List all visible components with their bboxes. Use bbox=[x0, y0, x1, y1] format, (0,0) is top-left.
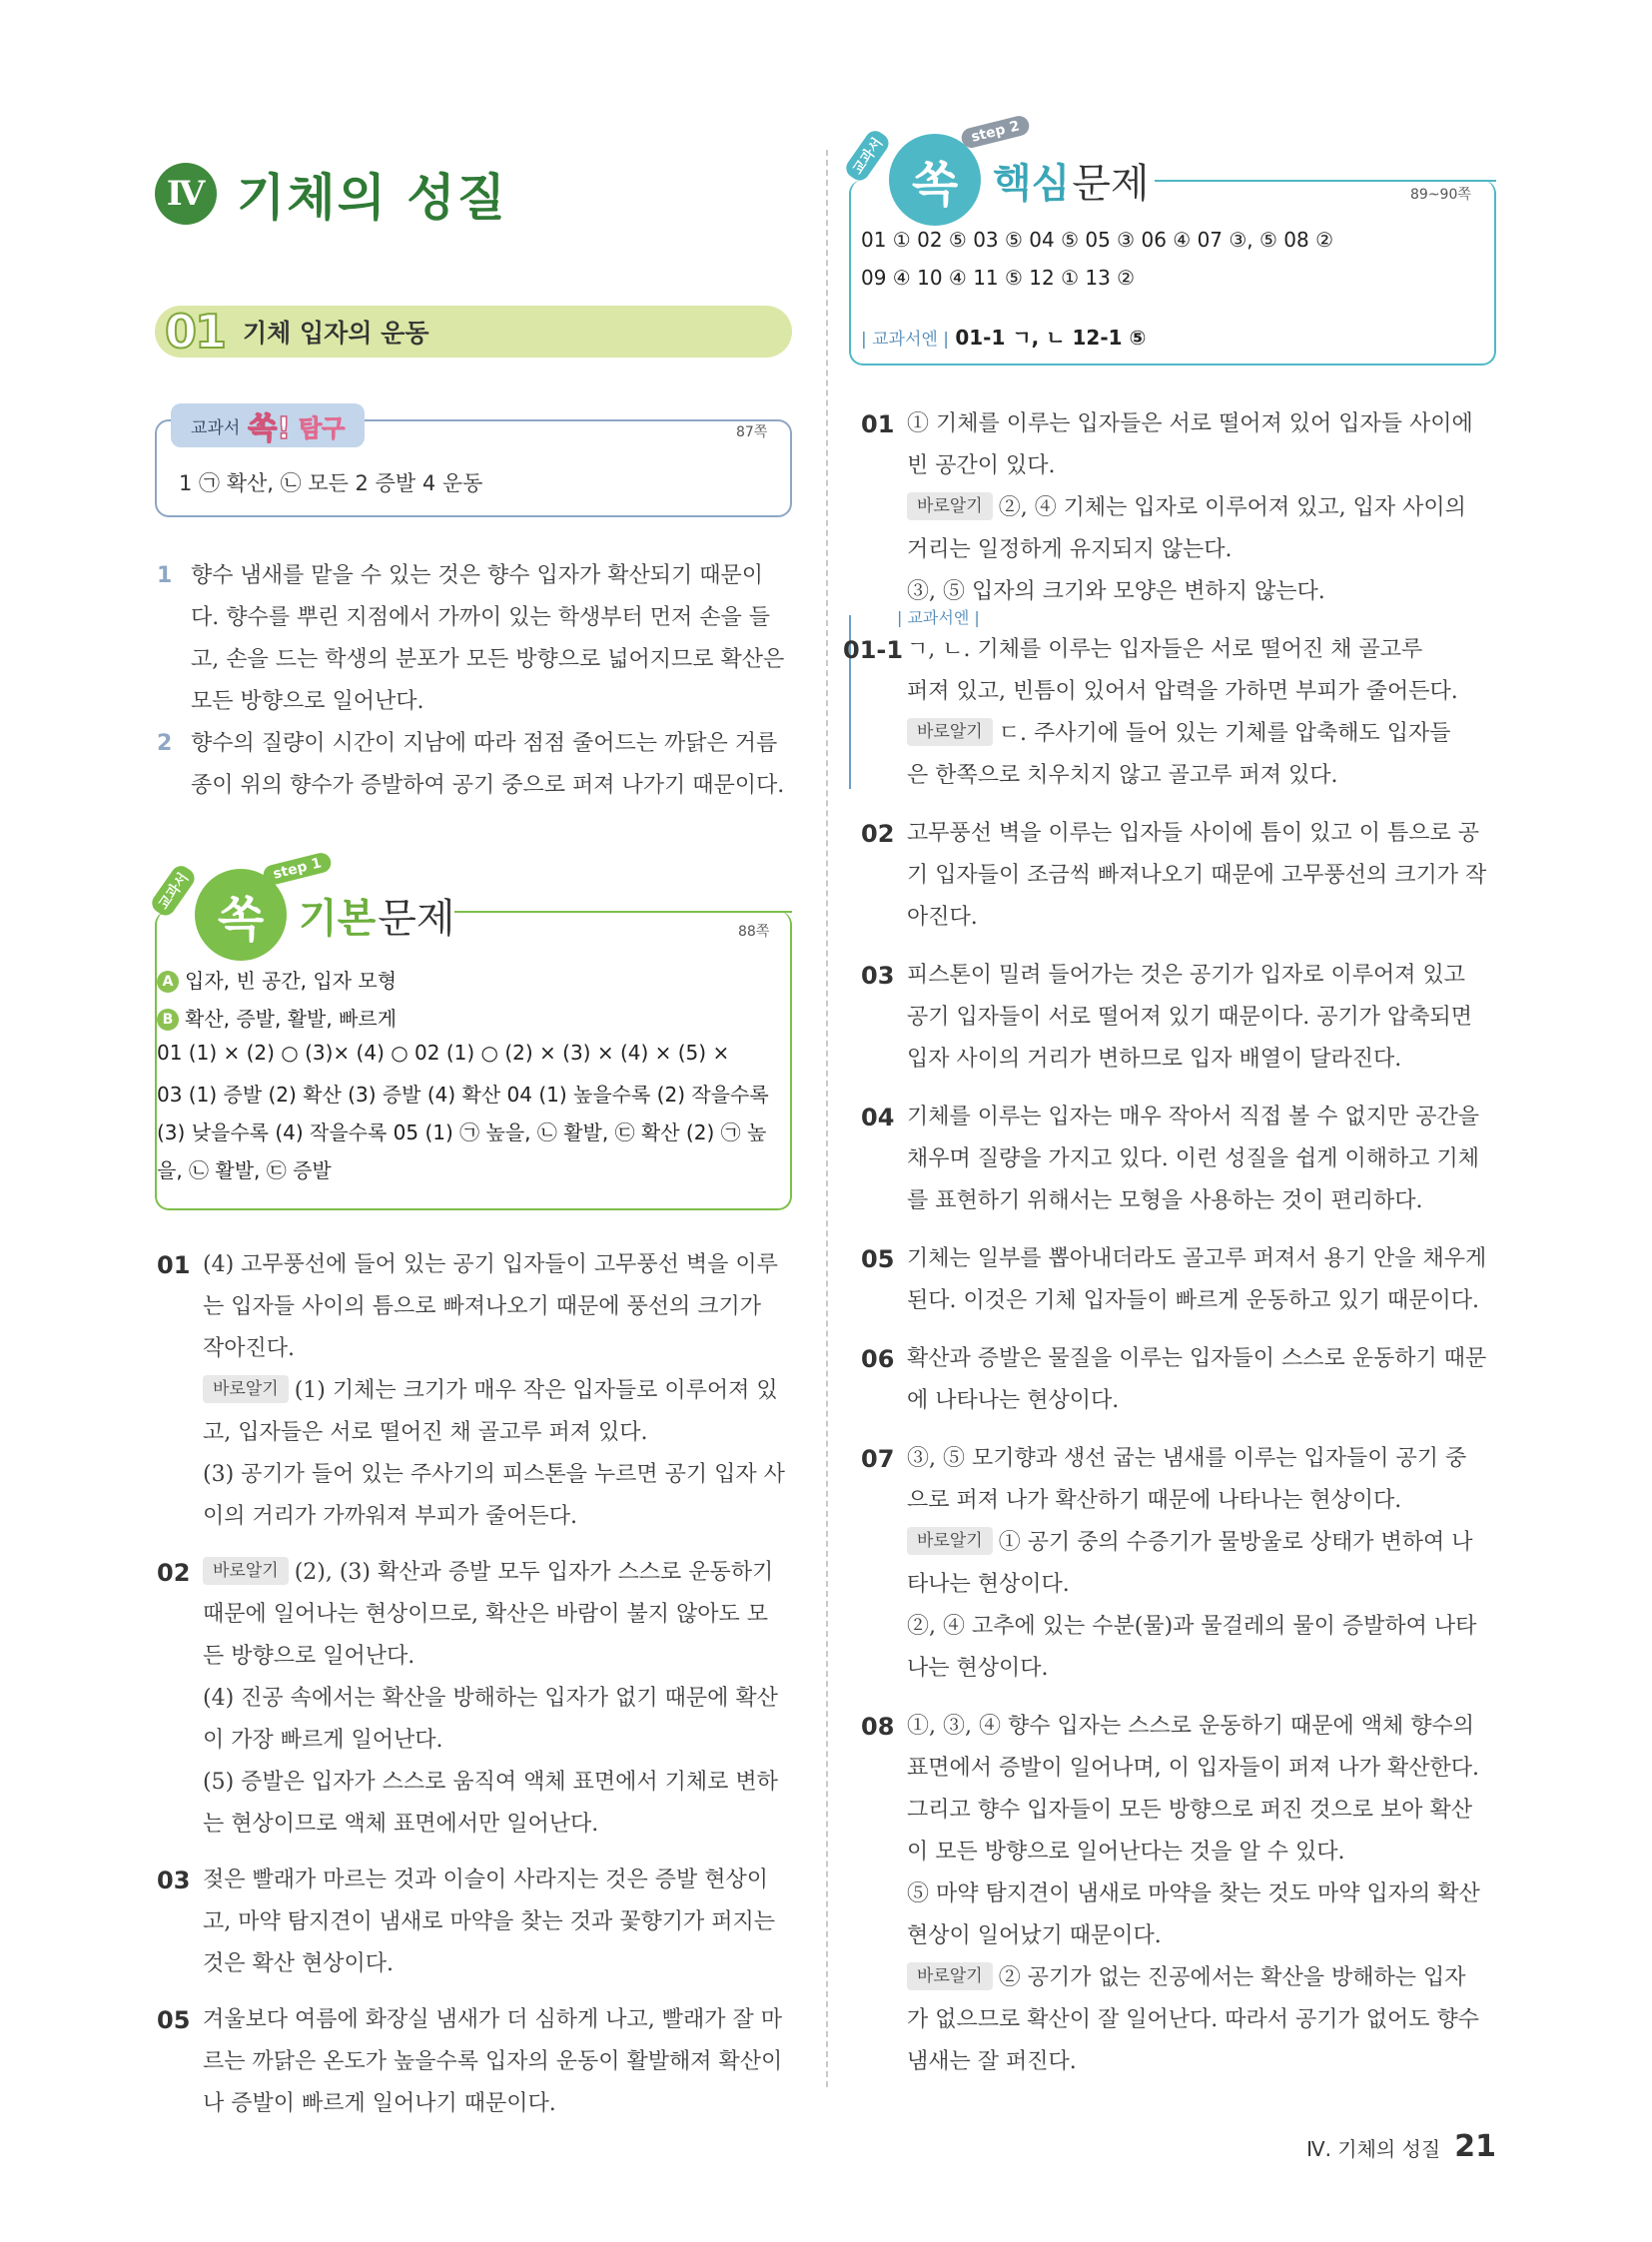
question-line bbox=[203, 2041, 794, 2083]
question-07 bbox=[861, 1438, 1498, 1522]
question-line-text: 고무풍선 벽을 이루는 입자들 사이에 틈이 있고 이 틈으로 공 bbox=[907, 821, 1479, 846]
correction-tag: 바로알기 bbox=[907, 718, 993, 746]
question-line bbox=[907, 1790, 1498, 1832]
question-line-text: 아진다. bbox=[907, 905, 978, 930]
step1-answer-text: (3) 낮을수록 (4) 작을수록 05 (1) ㉠ 높을, ㉡ 활발, ㉢ 확산 (2) ㉠ 높 bbox=[157, 1121, 767, 1144]
step2-textbook-answers: 01-1 ㄱ, ㄴ 12-1 ⑤ bbox=[955, 326, 1147, 350]
question-03 bbox=[157, 1860, 794, 1985]
question-line bbox=[203, 1286, 794, 1328]
question-line-text: 퍼져 있고, 빈틈이 있어서 압력을 가하면 부피가 줄어든다. bbox=[907, 679, 1458, 704]
question-line-text: 피스톤이 밀려 들어가는 것은 공기가 입자로 이루어져 있고 bbox=[907, 963, 1466, 988]
chapter-title: 기체의 성질 bbox=[237, 169, 507, 227]
question-line-text: ② 공기가 없는 진공에서는 확산을 방해하는 입자 bbox=[998, 1965, 1466, 1990]
question-number: 01 bbox=[861, 410, 895, 438]
step1-title-main: 기본 bbox=[299, 895, 377, 942]
explore-title: 탐구 bbox=[298, 413, 346, 442]
question-line-text: (5) 증발은 입자가 스스로 움직여 액체 표면에서 기체로 변하 bbox=[203, 1770, 778, 1795]
question-line bbox=[907, 1915, 1498, 1957]
question-line bbox=[203, 1678, 794, 1720]
question-line-text: ①, ③, ④ 향수 입자는 스스로 운동하기 때문에 액체 향수의 bbox=[907, 1714, 1474, 1739]
question-number: 02 bbox=[861, 820, 895, 848]
step1-answer-line bbox=[157, 1154, 332, 1183]
question-line bbox=[203, 1999, 794, 2041]
question-line-text: 현상이 일어났기 때문이다. bbox=[907, 1923, 1162, 1948]
correction-tag: 바로알기 bbox=[203, 1375, 289, 1403]
question-01-1 bbox=[843, 629, 1498, 713]
question-number: 07 bbox=[861, 1445, 895, 1473]
question-line-text: ㄷ. 주사기에 들어 있는 기체를 압축해도 입자들 bbox=[998, 721, 1451, 746]
question-line-text: 기 입자들이 조금씩 빠져나오기 때문에 고무풍선의 크기가 작 bbox=[907, 863, 1487, 888]
question-number: 03 bbox=[861, 962, 895, 990]
question-line-text: 는 입자들 사이의 틈으로 빠져나오기 때문에 풍선의 크기가 bbox=[203, 1294, 762, 1319]
question-line-text: 채우며 질량을 가지고 있다. 이런 성질을 쉽게 이해하고 기체 bbox=[907, 1146, 1479, 1171]
question-number: 01 bbox=[157, 1251, 191, 1279]
question-line bbox=[907, 629, 1498, 671]
question-line bbox=[907, 755, 1498, 797]
question-line bbox=[203, 1552, 794, 1594]
question-line bbox=[907, 1648, 1498, 1690]
question-line bbox=[907, 1238, 1498, 1280]
question-05 bbox=[861, 1238, 1498, 1322]
question-01 bbox=[157, 1244, 794, 1370]
question-line-text: 입자 사이의 거리가 변하므로 입자 배열이 달라진다. bbox=[907, 1047, 1402, 1072]
question-line bbox=[203, 1594, 794, 1636]
page-number: 21 bbox=[1454, 2129, 1496, 2164]
question-line-text: 때문에 일어나는 현상이므로, 확산은 바람이 불지 않아도 모 bbox=[203, 1602, 768, 1627]
question-line-text: 를 표현하기 위해서는 모형을 사용하는 것이 편리하다. bbox=[907, 1188, 1423, 1213]
question-line-text: 타나는 현상이다. bbox=[907, 1572, 1070, 1597]
question-line bbox=[907, 1999, 1498, 2041]
question-01 bbox=[861, 403, 1498, 487]
step1-page-ref: 88쪽 bbox=[738, 924, 770, 940]
question-line bbox=[907, 1380, 1498, 1422]
chapter-heading bbox=[155, 158, 507, 230]
step1-title-sub: 문제 bbox=[378, 895, 455, 942]
step2-textbook-label: | 교과서엔 | bbox=[861, 330, 949, 350]
question-line-text: 고, 마약 탐지견이 냄새로 마약을 찾는 것과 꽃향기가 퍼지는 bbox=[203, 1909, 775, 1934]
question-line bbox=[907, 1873, 1498, 1915]
question-number: 05 bbox=[861, 1245, 895, 1273]
question-line-text: 이의 거리가 가까워져 부피가 줄어든다. bbox=[203, 1504, 577, 1529]
question-line bbox=[907, 1957, 1498, 1999]
question-number: 05 bbox=[157, 2006, 191, 2034]
step1-answer-text: 01 (1) × (2) ○ (3)× (4) ○ 02 (1) ○ (2) × (3) × (4) × (5) × bbox=[157, 1041, 730, 1065]
question-line-text: 것은 확산 현상이다. bbox=[203, 1951, 394, 1976]
question-line bbox=[907, 713, 1498, 755]
correction-tag: 바로알기 bbox=[907, 1962, 993, 1990]
explore-tab bbox=[171, 403, 365, 447]
question-number: 03 bbox=[157, 1867, 191, 1894]
step1-answer-text: 입자, 빈 공간, 입자 모형 bbox=[185, 969, 398, 993]
step2-textbook-tag: 교과서 bbox=[842, 128, 892, 185]
question-line bbox=[907, 897, 1498, 939]
question-note bbox=[203, 1370, 794, 1538]
question-line-text: 냄새는 잘 퍼진다. bbox=[907, 2049, 1077, 2074]
question-number: 04 bbox=[861, 1104, 895, 1131]
question-line-text: ① 공기 중의 수증기가 물방울로 상태가 변하여 나 bbox=[998, 1530, 1473, 1555]
step1-answer-line bbox=[157, 1003, 397, 1032]
question-line bbox=[203, 1943, 794, 1985]
step1-rule bbox=[454, 911, 792, 913]
section-banner bbox=[155, 306, 792, 358]
explanation-line: 고, 손을 드는 학생의 분포가 모든 방향으로 넓어지므로 확산은 bbox=[191, 647, 785, 672]
question-line-text: ③, ⑤ 입자의 크기와 모양은 변하지 않는다. bbox=[907, 579, 1325, 604]
column-divider bbox=[826, 150, 828, 2087]
question-line bbox=[203, 1636, 794, 1678]
question-line-text: ②, ④ 고추에 있는 수분(물)과 물걸레의 물이 증발하여 나타 bbox=[907, 1614, 1477, 1639]
explore-page-ref: 87쪽 bbox=[736, 424, 768, 440]
question-line-text: ㄱ, ㄴ. 기체를 이루는 입자들은 서로 떨어진 채 골고루 bbox=[907, 637, 1423, 662]
question-06 bbox=[861, 1338, 1498, 1422]
section-title: 기체 입자의 운동 bbox=[243, 319, 429, 348]
question-note bbox=[907, 487, 1498, 613]
question-line bbox=[203, 1804, 794, 1846]
question-line bbox=[907, 1522, 1498, 1564]
chapter-number-badge: Ⅳ bbox=[155, 163, 217, 225]
step1-heading bbox=[195, 869, 455, 961]
explanation-line: 모든 방향으로 일어난다. bbox=[191, 689, 424, 714]
question-line-text: 은 한쪽으로 치우치지 않고 골고루 퍼져 있다. bbox=[907, 763, 1338, 788]
question-line bbox=[203, 1860, 794, 1901]
footer-chapter: Ⅳ. 기체의 성질 bbox=[1306, 2137, 1441, 2161]
question-line bbox=[203, 1496, 794, 1538]
correction-tag: 바로알기 bbox=[203, 1557, 289, 1585]
question-line bbox=[907, 403, 1498, 445]
question-line bbox=[907, 1606, 1498, 1648]
step1-answer-line bbox=[157, 965, 397, 994]
question-line-text: ②, ④ 기체는 입자로 이루어져 있고, 입자 사이의 bbox=[998, 495, 1466, 520]
question-line-text: (4) 고무풍선에 들어 있는 공기 입자들이 고무풍선 벽을 이루 bbox=[203, 1252, 778, 1277]
question-note bbox=[907, 713, 1498, 797]
question-number: 08 bbox=[861, 1713, 895, 1741]
step1-answer-badge: A bbox=[157, 971, 179, 993]
question-line-text: 는 현상이므로 액체 표면에서만 일어난다. bbox=[203, 1812, 599, 1837]
question-line-text: 공기 입자들이 서로 떨어져 있기 때문이다. 공기가 압축되면 bbox=[907, 1005, 1472, 1030]
question-line bbox=[907, 1832, 1498, 1873]
question-line bbox=[907, 529, 1498, 571]
question-note bbox=[907, 1522, 1498, 1690]
explanation-number: 1 bbox=[157, 563, 173, 588]
question-line-text: 젖은 빨래가 마르는 것과 이슬이 사라지는 것은 증발 현상이 bbox=[203, 1868, 768, 1892]
question-number: 02 bbox=[157, 1559, 191, 1587]
question-line-text: 빈 공간이 있다. bbox=[907, 453, 1056, 478]
explanation-number: 2 bbox=[157, 731, 173, 756]
question-line-text: 거리는 일정하게 유지되지 않는다. bbox=[907, 537, 1233, 562]
question-line-text: 기체는 일부를 뽑아내더라도 골고루 퍼져서 용기 안을 채우게 bbox=[907, 1246, 1487, 1271]
step1-answer-text: 03 (1) 증발 (2) 확산 (3) 증발 (4) 확산 04 (1) 높을수록 (2) 작을수록 bbox=[157, 1083, 769, 1107]
question-line-text: (4) 진공 속에서는 확산을 방해하는 입자가 없기 때문에 확산 bbox=[203, 1686, 778, 1711]
question-line-text: ③, ⑤ 모기향과 생선 굽는 냄새를 이루는 입자들이 공기 중 bbox=[907, 1446, 1467, 1471]
question-number: 01-1 bbox=[843, 636, 904, 664]
question-line bbox=[907, 1480, 1498, 1522]
question-line-text: ① 기체를 이루는 입자들은 서로 떨어져 있어 입자들 사이에 bbox=[907, 411, 1473, 436]
question-03 bbox=[861, 955, 1498, 1081]
textbook-note-label: | 교과서엔 | bbox=[897, 608, 980, 627]
question-line bbox=[907, 1039, 1498, 1081]
step1-answer-line bbox=[157, 1117, 766, 1145]
question-line bbox=[203, 1370, 794, 1412]
question-line bbox=[203, 1901, 794, 1943]
question-04 bbox=[861, 1097, 1498, 1222]
question-line bbox=[907, 855, 1498, 897]
question-line bbox=[203, 2083, 794, 2125]
question-05 bbox=[157, 1999, 794, 2125]
question-line-text: 든 방향으로 일어난다. bbox=[203, 1644, 415, 1669]
step1-textbook-tag: 교과서 bbox=[148, 863, 198, 920]
question-note bbox=[907, 1957, 1498, 2083]
question-line-text: 나 증발이 빠르게 일어나기 때문이다. bbox=[203, 2091, 556, 2116]
explore-explanation bbox=[157, 555, 794, 723]
question-line bbox=[907, 1706, 1498, 1748]
step1-answer-text: 을, ㉡ 활발, ㉢ 증발 bbox=[157, 1158, 332, 1182]
question-line-text: 표면에서 증발이 일어나며, 이 입자들이 퍼져 나가 확산한다. bbox=[907, 1756, 1479, 1781]
question-line bbox=[907, 445, 1498, 487]
question-line bbox=[907, 1748, 1498, 1790]
question-08 bbox=[861, 1706, 1498, 1957]
section-number: 01 bbox=[165, 305, 226, 359]
step2-answers-row1: 01 ① 02 ⑤ 03 ⑤ 04 ⑤ 05 ③ 06 ④ 07 ③, ⑤ 08 ② bbox=[861, 228, 1334, 252]
question-line-text: (3) 공기가 들어 있는 주사기의 피스톤을 누르면 공기 입자 사 bbox=[203, 1462, 785, 1487]
step2-page-ref: 89~90쪽 bbox=[1410, 187, 1471, 203]
step1-answer-line bbox=[157, 1041, 729, 1065]
explanation-line: 다. 향수를 뿌린 지점에서 가까이 있는 학생부터 먼저 손을 들 bbox=[191, 605, 770, 630]
step2-title-main: 핵심 bbox=[993, 160, 1071, 207]
step1-ssok-badge: 쏙 bbox=[195, 869, 287, 961]
question-line-text: (1) 기체는 크기가 매우 작은 입자들로 이루어져 있 bbox=[294, 1378, 778, 1403]
question-line bbox=[907, 955, 1498, 997]
question-line-text: 으로 퍼져 나가 확산하기 때문에 나타나는 현상이다. bbox=[907, 1488, 1402, 1513]
explanation-line: 종이 위의 향수가 증발하여 공기 중으로 퍼져 나가기 때문이다. bbox=[191, 773, 785, 798]
correction-tag: 바로알기 bbox=[907, 492, 993, 520]
explanation-line: 향수의 질량이 시간이 지남에 따라 점점 줄어드는 까닭은 거름 bbox=[191, 731, 778, 756]
question-02 bbox=[861, 813, 1498, 939]
question-line-text: (2), (3) 확산과 증발 모두 입자가 스스로 운동하기 bbox=[294, 1560, 774, 1585]
question-line-text: ⑤ 마약 탐지견이 냄새로 마약을 찾는 것도 마약 입자의 확산 bbox=[907, 1881, 1480, 1906]
question-line-text: 된다. 이것은 기체 입자들이 빠르게 운동하고 있기 때문이다. bbox=[907, 1288, 1479, 1313]
question-line bbox=[907, 571, 1498, 613]
question-line-text: 작아진다. bbox=[203, 1336, 296, 1361]
step2-step-tag: step 2 bbox=[960, 114, 1032, 150]
question-line bbox=[907, 1338, 1498, 1380]
question-line-text: 확산과 증발은 물질을 이루는 입자들이 스스로 운동하기 때문 bbox=[907, 1346, 1487, 1371]
question-number: 06 bbox=[861, 1345, 895, 1373]
step1-step-tag: step 1 bbox=[262, 851, 334, 887]
explanation-line: 향수 냄새를 맡을 수 있는 것은 향수 입자가 확산되기 때문이 bbox=[191, 563, 763, 588]
explore-textbook-label: 교과서 bbox=[191, 417, 241, 438]
step2-title-sub: 문제 bbox=[1072, 160, 1150, 207]
question-line bbox=[907, 487, 1498, 529]
step2-textbook-extra bbox=[861, 322, 1146, 351]
question-line bbox=[907, 1280, 1498, 1322]
question-line-text: 르는 까닭은 온도가 높을수록 입자의 운동이 활발해져 확산이 bbox=[203, 2049, 783, 2074]
question-02 bbox=[157, 1552, 794, 1846]
explore-answers: 1 ㉠ 확산, ㉡ 모든 2 증발 4 운동 bbox=[179, 471, 483, 495]
question-line-text: 가 없으므로 확산이 잘 일어난다. 따라서 공기가 없어도 향수 bbox=[907, 2007, 1479, 2032]
question-line-text: 에 나타나는 현상이다. bbox=[907, 1388, 1120, 1413]
question-line bbox=[203, 1454, 794, 1496]
step2-rule bbox=[1155, 180, 1496, 182]
step2-ssok-badge: 쏙 bbox=[889, 134, 981, 226]
step1-answer-badge: B bbox=[157, 1009, 179, 1031]
question-line bbox=[203, 1762, 794, 1804]
correction-tag: 바로알기 bbox=[907, 1527, 993, 1555]
question-line bbox=[907, 1097, 1498, 1138]
step2-heading bbox=[889, 134, 1150, 226]
question-line-text: 그리고 향수 입자들이 모든 방향으로 퍼진 것으로 보아 확산 bbox=[907, 1798, 1472, 1823]
question-line bbox=[907, 1180, 1498, 1222]
step1-answer-line bbox=[157, 1079, 769, 1108]
explore-ssok-label: 쏙! bbox=[248, 411, 291, 446]
step2-answers-row2: 09 ④ 10 ④ 11 ⑤ 12 ① 13 ② bbox=[861, 266, 1136, 290]
question-line bbox=[907, 813, 1498, 855]
question-line-text: 나는 현상이다. bbox=[907, 1656, 1049, 1681]
question-line-text: 겨울보다 여름에 화장실 냄새가 더 심하게 나고, 빨래가 잘 마 bbox=[203, 2007, 782, 2032]
question-line-text: 기체를 이루는 입자는 매우 작아서 직접 볼 수 없지만 공간을 bbox=[907, 1105, 1479, 1129]
question-line bbox=[203, 1244, 794, 1286]
question-line-text: 고, 입자들은 서로 떨어진 채 골고루 퍼져 있다. bbox=[203, 1420, 648, 1445]
question-line bbox=[907, 1438, 1498, 1480]
step1-answer-text: 확산, 증발, 활발, 빠르게 bbox=[185, 1007, 398, 1031]
question-line bbox=[203, 1328, 794, 1370]
question-line-text: 이 모든 방향으로 일어난다는 것을 알 수 있다. bbox=[907, 1840, 1345, 1865]
question-line-text: 이 가장 빠르게 일어난다. bbox=[203, 1728, 443, 1753]
question-line bbox=[907, 997, 1498, 1039]
question-line bbox=[203, 1412, 794, 1454]
explore-explanation bbox=[157, 723, 794, 807]
question-line bbox=[907, 1138, 1498, 1180]
page-footer bbox=[1306, 2129, 1496, 2164]
question-line bbox=[203, 1720, 794, 1762]
question-line bbox=[907, 671, 1498, 713]
question-line bbox=[907, 1564, 1498, 1606]
question-line bbox=[907, 2041, 1498, 2083]
